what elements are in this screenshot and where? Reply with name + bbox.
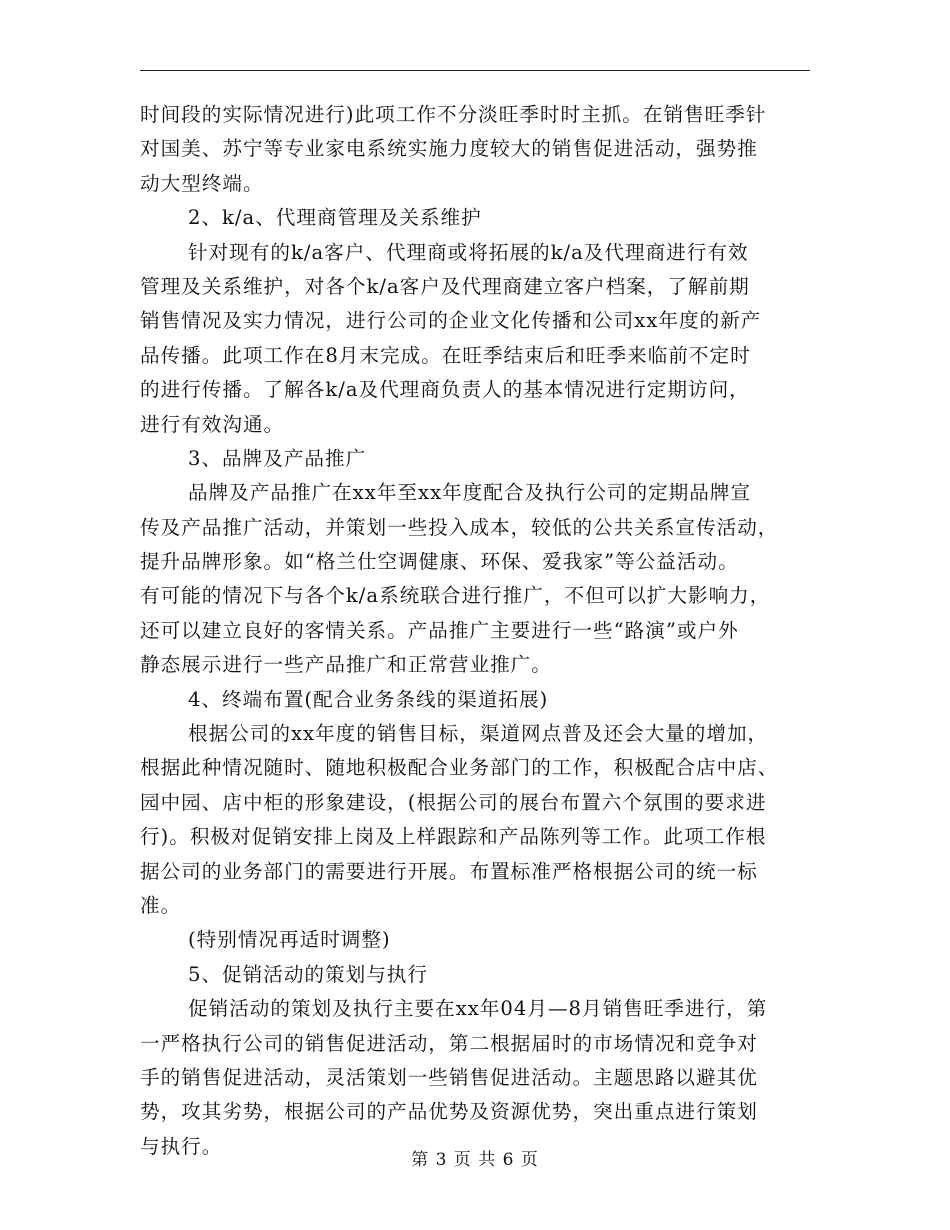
text-line: 根据公司的xx年度的销售目标，渠道网点普及还会大量的增加，	[188, 722, 769, 746]
text-line: 静态展示进行一些产品推广和正常营业推广。	[140, 653, 552, 677]
header-rule	[140, 70, 810, 71]
text-line: 势，攻其劣势，根据公司的产品优势及资源优势，突出重点进行策划	[140, 1100, 758, 1124]
text-line: 根据此种情况随时、随地积极配合业务部门的工作，积极配合店中店、	[140, 756, 779, 780]
text-line: 针对现有的k/a客户、代理商或将拓展的k/a及代理商进行有效	[188, 240, 749, 264]
text-line: 行)。积极对促销安排上岗及上样跟踪和产品陈列等工作。此项工作根	[140, 825, 767, 849]
text-line: 一严格执行公司的销售促进活动，第二根据届时的市场情况和竞争对	[140, 1031, 758, 1055]
section-heading-promotion: 5、促销活动的策划与执行	[188, 962, 428, 986]
text-line: 有可能的情况下与各个k/a系统联合进行推广，不但可以扩大影响力，	[140, 584, 771, 608]
page-number: 第 3 页 共 6 页	[411, 1150, 539, 1170]
section-heading-ka: 2、k/a、代理商管理及关系维护	[188, 206, 482, 230]
text-line: 品牌及产品推广在xx年至xx年度配合及执行公司的定期品牌宣	[188, 481, 752, 505]
text-line: 与执行。	[140, 1134, 223, 1158]
text-line: 销售情况及实力情况，进行公司的企业文化传播和公司xx年度的新产	[140, 309, 762, 333]
text-line: 传及产品推广活动，并策划一些投入成本，较低的公共关系宣传活动，	[140, 515, 779, 539]
section-heading-brand: 3、品牌及产品推广	[188, 446, 367, 470]
document-body	[140, 98, 810, 1164]
text-line: 时间段的实际情况进行)此项工作不分淡旺季时时主抓。在销售旺季针	[140, 103, 767, 126]
text-line: 手的销售促进活动，灵活策划一些销售促进活动。主题思路以避其优	[140, 1065, 758, 1089]
text-line: 园中园、店中柜的形象建设，(根据公司的展台布置六个氛围的要求进	[140, 790, 767, 814]
text-line: (特别情况再适时调整)	[188, 928, 391, 952]
text-line: 动大型终端。	[140, 171, 264, 195]
text-line: 品传播。此项工作在8月末完成。在旺季结束后和旺季来临前不定时	[140, 343, 751, 367]
text-line: 管理及关系维护，对各个k/a客户及代理商建立客户档案，了解前期	[140, 274, 750, 298]
text-line: 促销活动的策划及执行主要在xx年04月—8月销售旺季进行，第	[188, 997, 768, 1021]
text-line: 的进行传播。了解各k/a及代理商负责人的基本情况进行定期访问，	[140, 378, 750, 402]
text-line: 准。	[140, 893, 182, 917]
text-line: 对国美、苏宁等专业家电系统实施力度较大的销售促进活动，强势推	[140, 137, 758, 161]
text-line: 提升品牌形象。如“格兰仕空调健康、环保、爱我家”等公益活动。	[140, 550, 739, 574]
text-line: 还可以建立良好的客情关系。产品推广主要进行一些“路演”或户外	[140, 618, 739, 642]
text-line: 据公司的业务部门的需要进行开展。布置标准严格根据公司的统一标	[140, 859, 758, 883]
section-heading-terminal: 4、终端布置(配合业务条线的渠道拓展)	[188, 687, 549, 711]
text-line: 进行有效沟通。	[140, 412, 285, 436]
